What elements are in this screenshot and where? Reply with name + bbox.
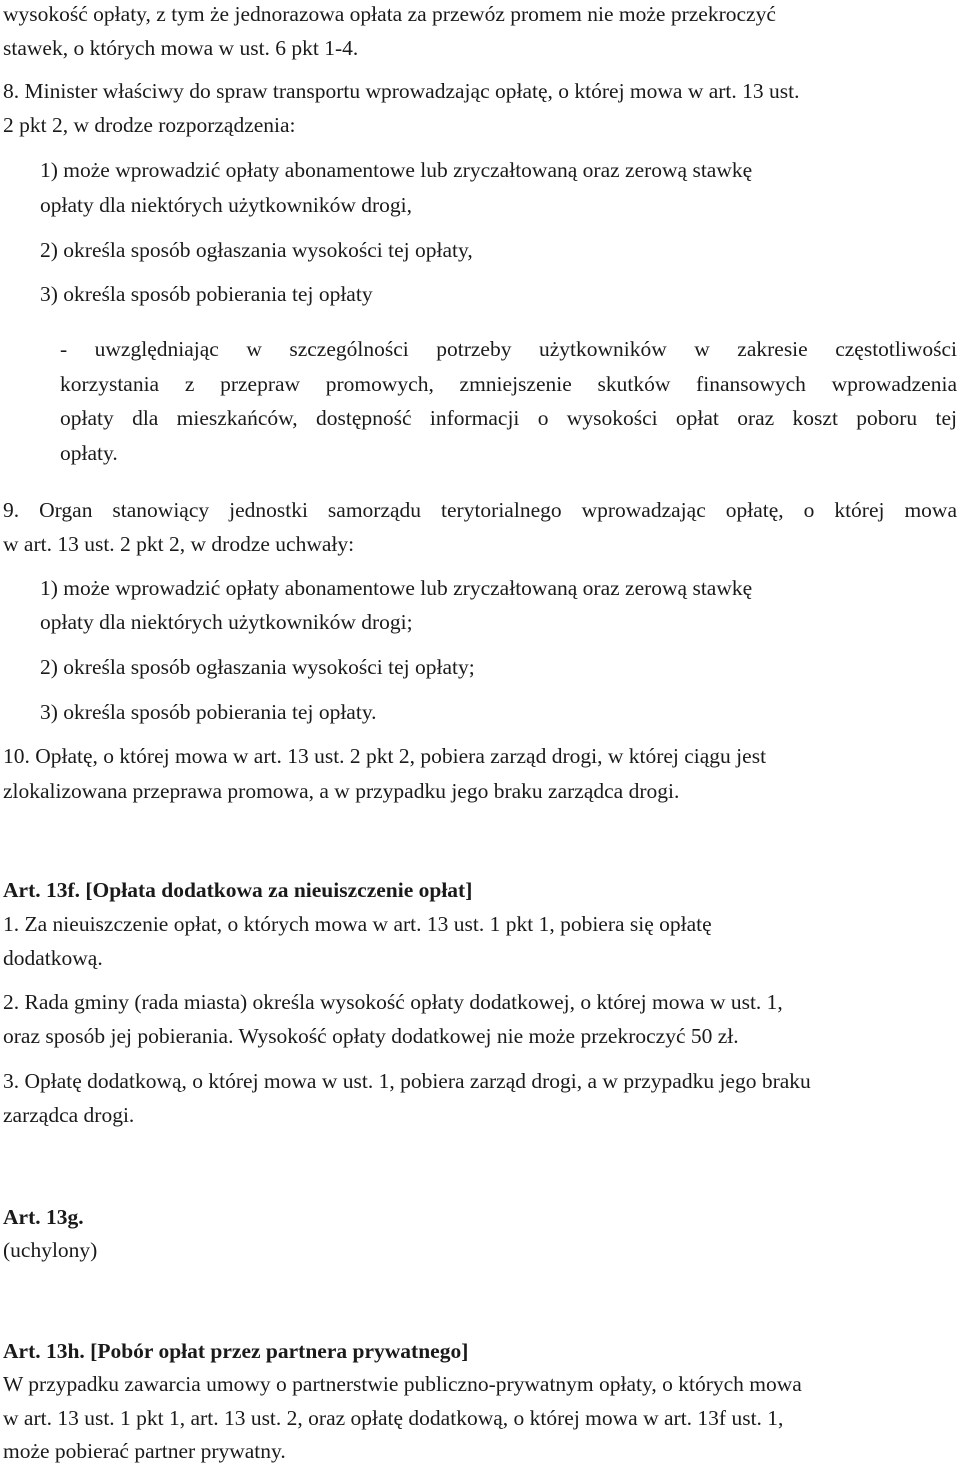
text-line: może pobierać partner prywatny.	[3, 1439, 286, 1463]
list-item: 3) określa sposób pobierania tej opłaty	[40, 282, 373, 306]
article-heading: Art. 13g.	[3, 1205, 84, 1229]
text-line: opłaty dla mieszkańców, dostępność informacji o wysokości opłat oraz koszt poboru tej	[60, 406, 957, 430]
text-line: stawek, o których mowa w ust. 6 pkt 1-4.	[3, 36, 359, 60]
list-item: 1) może wprowadzić opłaty abonamentowe lub zryczałtowaną oraz zerową stawkę	[40, 576, 753, 600]
text-line: opłaty dla niektórych użytkowników drogi;	[40, 610, 413, 634]
text-line: 8. Minister właściwy do spraw transportu wprowadzając opłatę, o której mowa w art. 13 ust.	[3, 79, 800, 103]
list-item: 2) określa sposób ogłaszania wysokości tej opłaty;	[40, 655, 475, 679]
text-line: opłaty dla niektórych użytkowników drogi,	[40, 193, 412, 217]
list-item: 1) może wprowadzić opłaty abonamentowe lub zryczałtowaną oraz zerową stawkę	[40, 158, 753, 182]
text-line: W przypadku zawarcia umowy o partnerstwie publiczno-prywatnym opłaty, o których mowa	[3, 1372, 802, 1396]
text-line: 9. Organ stanowiący jednostki samorządu terytorialnego wprowadzając opłatę, o której mowa	[3, 498, 957, 522]
text-line: - uwzględniając w szczególności potrzeby użytkowników w zakresie częstotliwości	[60, 337, 957, 361]
list-item: 2) określa sposób ogłaszania wysokości tej opłaty,	[40, 238, 473, 262]
text-line: korzystania z przepraw promowych, zmniejszenie skutków finansowych wprowadzenia	[60, 372, 957, 396]
text-line: wysokość opłaty, z tym że jednorazowa opłata za przewóz promem nie może przekroczyć	[3, 2, 776, 26]
text-line: w art. 13 ust. 1 pkt 1, art. 13 ust. 2, oraz opłatę dodatkową, o której mowa w art. 13f ust. 1,	[3, 1406, 784, 1430]
text-line: 1. Za nieuiszczenie opłat, o których mowa w art. 13 ust. 1 pkt 1, pobiera się opłatę	[3, 912, 712, 936]
article-heading: Art. 13f. [Opłata dodatkowa za nieuiszczenie opłat]	[3, 878, 473, 902]
text-line: 2 pkt 2, w drodze rozporządzenia:	[3, 113, 296, 137]
text-line: (uchylony)	[3, 1238, 98, 1262]
article-heading: Art. 13h. [Pobór opłat przez partnera prywatnego]	[3, 1339, 469, 1363]
text-line: 2. Rada gminy (rada miasta) określa wysokość opłaty dodatkowej, o której mowa w ust. 1,	[3, 990, 783, 1014]
list-item: 3) określa sposób pobierania tej opłaty.	[40, 700, 377, 724]
text-line: opłaty.	[60, 441, 118, 465]
text-line: zarządca drogi.	[3, 1103, 135, 1127]
text-line: w art. 13 ust. 2 pkt 2, w drodze uchwały:	[3, 532, 355, 556]
text-line: dodatkową.	[3, 946, 103, 970]
text-line: zlokalizowana przeprawa promowa, a w przypadku jego braku zarządca drogi.	[3, 779, 680, 803]
text-line: 10. Opłatę, o której mowa w art. 13 ust. 2 pkt 2, pobiera zarząd drogi, w której ciągu jest	[3, 744, 767, 768]
text-line: 3. Opłatę dodatkową, o której mowa w ust. 1, pobiera zarząd drogi, a w przypadku jego braku	[3, 1069, 811, 1093]
text-line: oraz sposób jej pobierania. Wysokość opłaty dodatkowej nie może przekroczyć 50 zł.	[3, 1024, 739, 1048]
